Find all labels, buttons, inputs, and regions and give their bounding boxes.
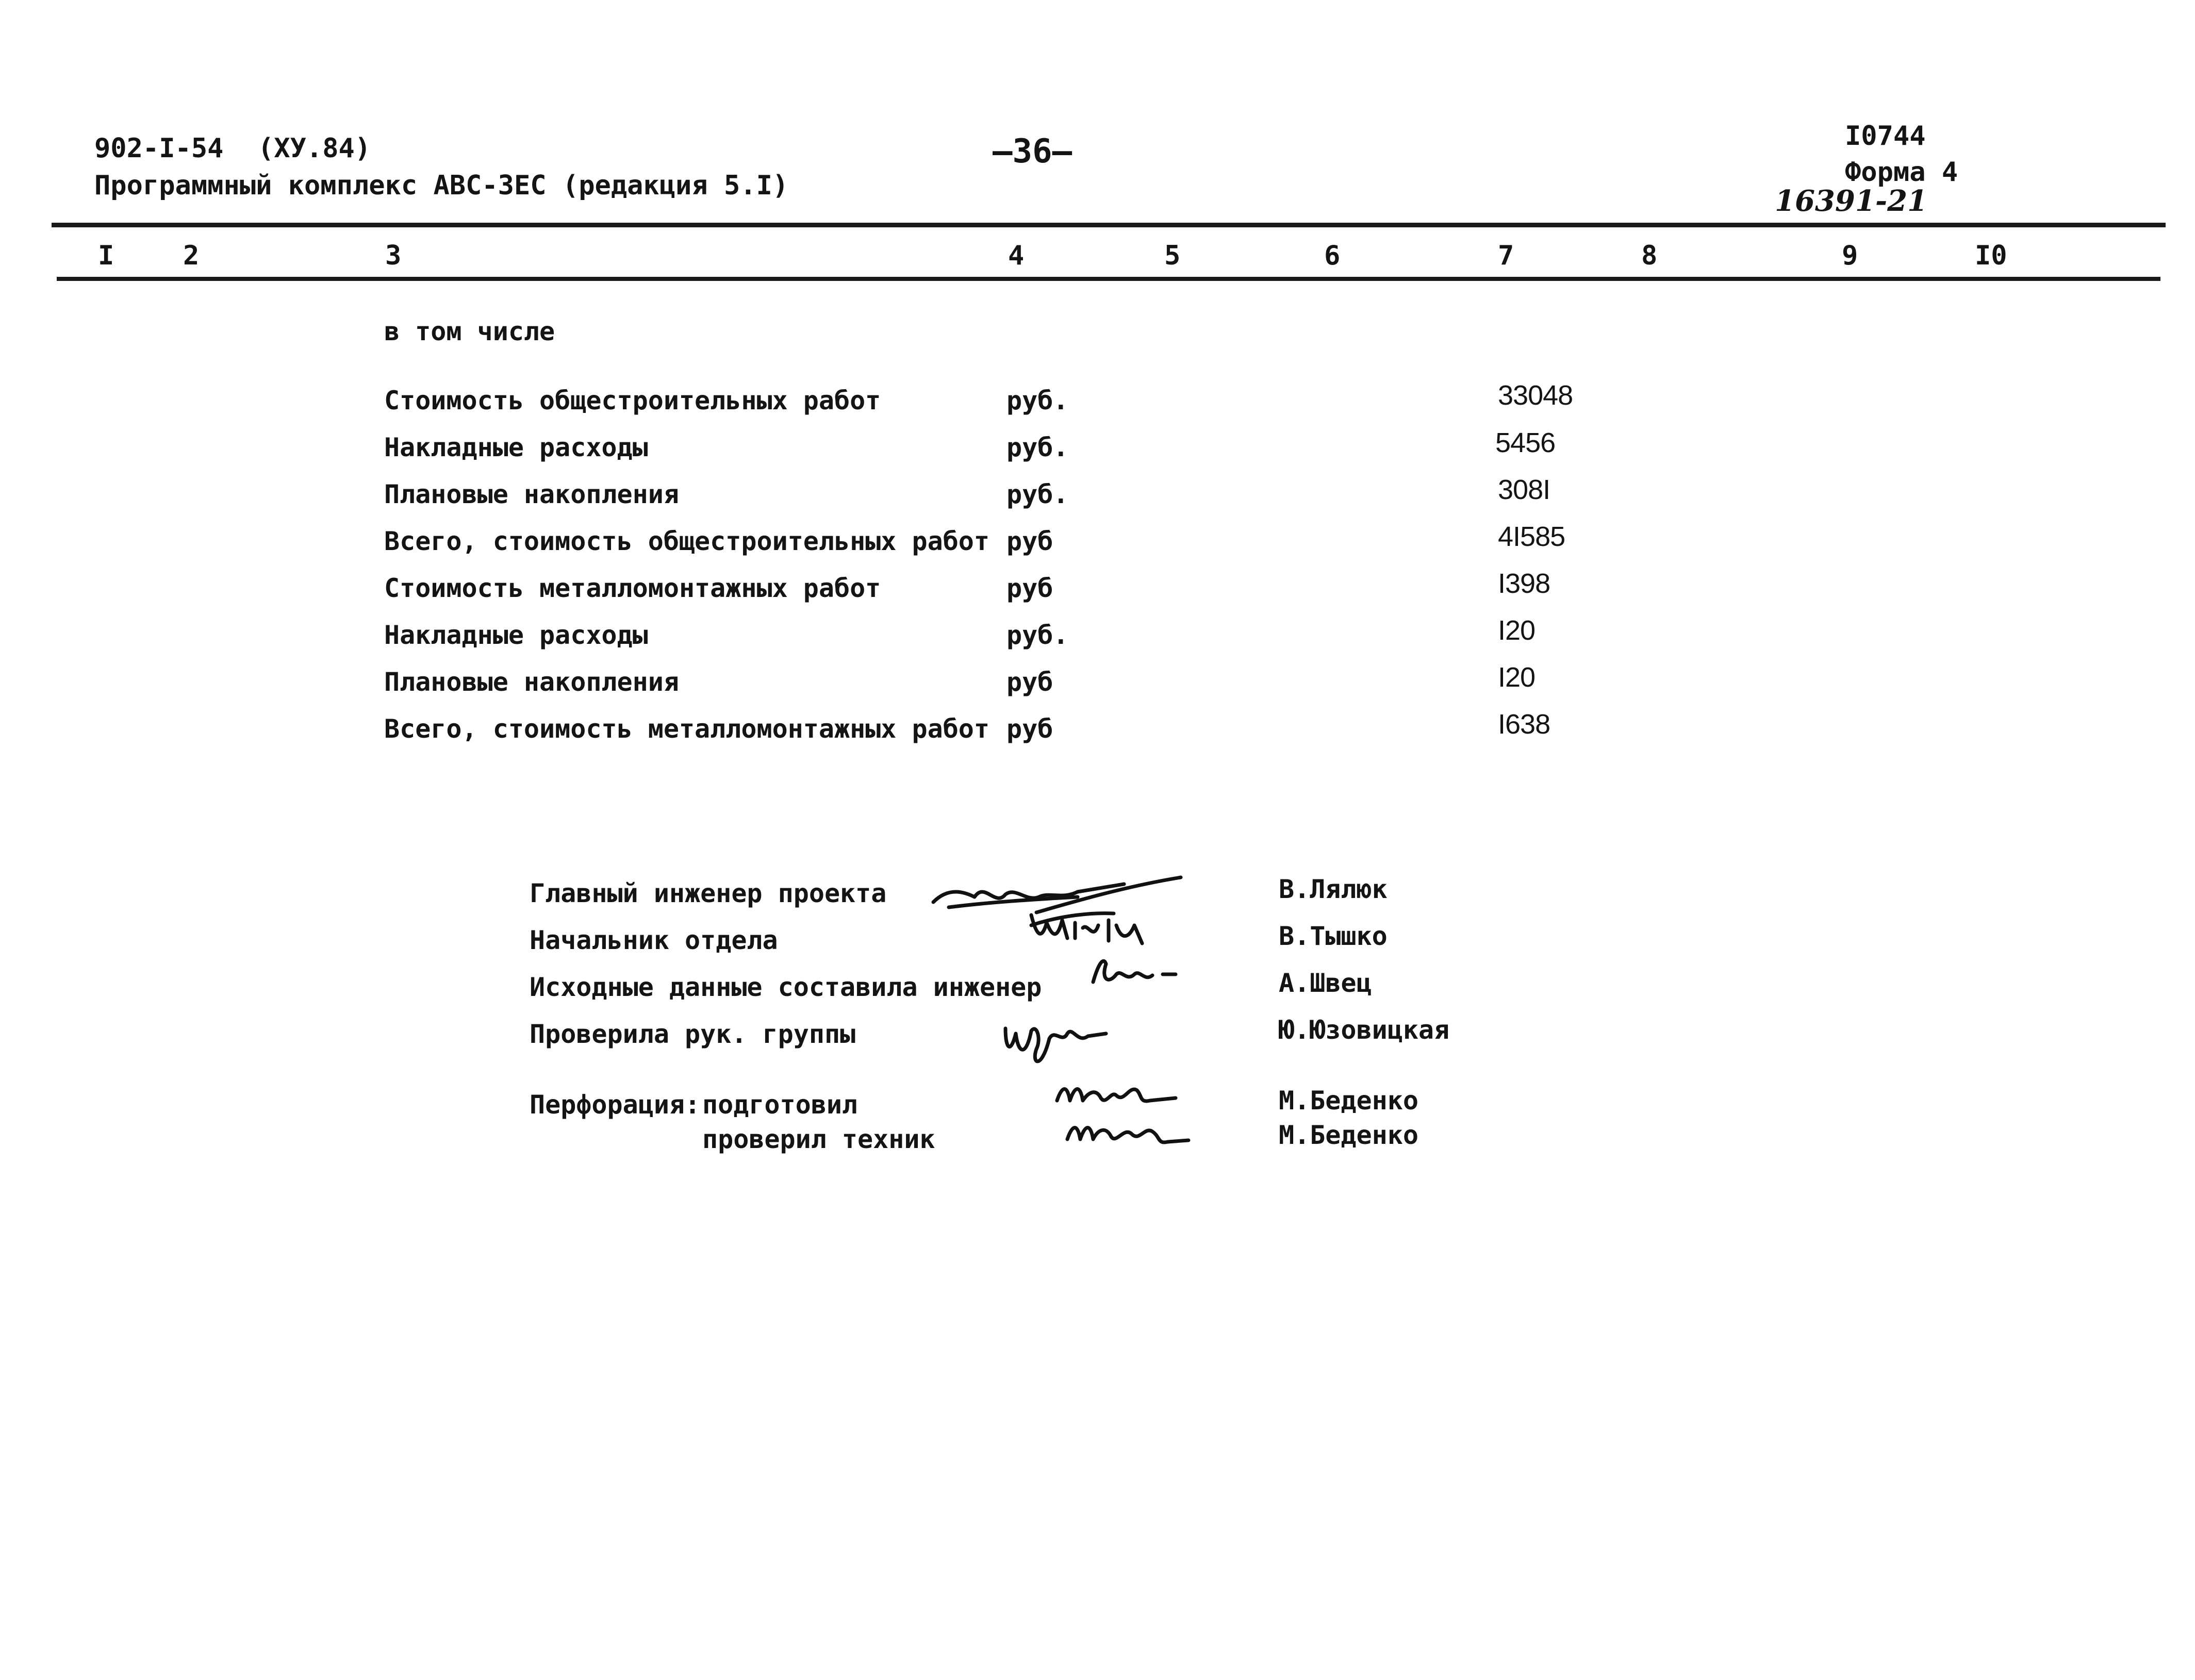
- row-name: Плановые накопления: [384, 667, 679, 697]
- column-8-header: 8: [1641, 240, 1658, 271]
- row-name: Плановые накопления: [384, 479, 679, 509]
- row-name: Всего, стоимость общестроительных работ: [384, 526, 989, 556]
- column-4-header: 4: [1008, 240, 1025, 271]
- row-value: 33048: [1498, 380, 1573, 411]
- signature-scribble-engineer: [1085, 954, 1189, 990]
- row-unit: руб.: [1006, 433, 1069, 462]
- signature-scribble-perforation-checked: [1062, 1113, 1207, 1155]
- perforation-label: Перфорация:: [530, 1090, 701, 1120]
- row-value: I20: [1498, 662, 1536, 693]
- perforation-checked-name: М.Беденко: [1279, 1120, 1418, 1150]
- column-6-header: 6: [1324, 240, 1341, 271]
- row-value: 308I: [1498, 474, 1550, 505]
- row-unit: руб.: [1006, 620, 1069, 650]
- document-date: (ХУ.84): [258, 133, 371, 164]
- row-unit: руб: [1006, 526, 1053, 556]
- row-unit: руб: [1006, 667, 1053, 697]
- page-number: —36—: [993, 132, 1072, 171]
- row-value: 5456: [1495, 427, 1556, 458]
- row-unit: руб: [1006, 714, 1053, 744]
- signature-name: А.Швец: [1279, 968, 1372, 998]
- perforation-prepared-role: подготовил: [702, 1090, 858, 1120]
- row-value: I638: [1498, 709, 1550, 740]
- form-label: Форма 4: [1845, 157, 1958, 188]
- row-name: Стоимость общестроительных работ: [384, 386, 881, 415]
- signature-scribble-perforation-prepared: [1052, 1075, 1196, 1116]
- handwritten-code: 16391-21: [1775, 184, 1927, 218]
- column-10-header: I0: [1975, 240, 2007, 271]
- row-name: Накладные расходы: [384, 433, 648, 462]
- row-value: I398: [1498, 568, 1550, 599]
- column-5-header: 5: [1164, 240, 1181, 271]
- top-rule: [52, 223, 2166, 227]
- signature-role: Начальник отдела: [530, 925, 778, 955]
- column-2-header: 2: [183, 240, 200, 271]
- signature-role: Исходные данные составила инженер: [530, 972, 1042, 1002]
- column-7-header: 7: [1498, 240, 1514, 271]
- perforation-prepared-name: М.Беденко: [1279, 1086, 1418, 1116]
- signature-name: Ю.Юзовицкая: [1279, 1015, 1450, 1045]
- bottom-rule: [57, 277, 2160, 281]
- perforation-checked-role: проверил техник: [702, 1124, 935, 1154]
- section-label: в том числе: [384, 317, 555, 346]
- column-1-header: I: [98, 240, 114, 271]
- row-unit: руб.: [1006, 386, 1069, 415]
- signature-scribble-department-head: [1026, 905, 1165, 951]
- document-code: 902-I-54: [94, 133, 224, 164]
- row-value: 4I585: [1498, 521, 1565, 552]
- row-name: Стоимость металломонтажных работ: [384, 573, 881, 603]
- program-title: Программный комплекс АВС-ЗЕС (редакция 5.I): [94, 170, 789, 201]
- column-3-header: 3: [385, 240, 402, 271]
- signature-name: В.Тышко: [1279, 921, 1388, 951]
- signature-name: В.Лялюк: [1279, 874, 1388, 904]
- row-value: I20: [1498, 615, 1536, 646]
- row-unit: руб: [1006, 573, 1053, 603]
- row-name: Всего, стоимость металломонтажных работ: [384, 714, 989, 744]
- signature-role: Проверила рук. группы: [530, 1019, 856, 1049]
- signature-scribble-group-lead: [1000, 1008, 1114, 1075]
- row-unit: руб.: [1006, 479, 1069, 509]
- row-name: Накладные расходы: [384, 620, 648, 650]
- document-number: I0744: [1845, 121, 1926, 152]
- column-9-header: 9: [1842, 240, 1858, 271]
- signature-role: Главный инженер проекта: [530, 878, 887, 908]
